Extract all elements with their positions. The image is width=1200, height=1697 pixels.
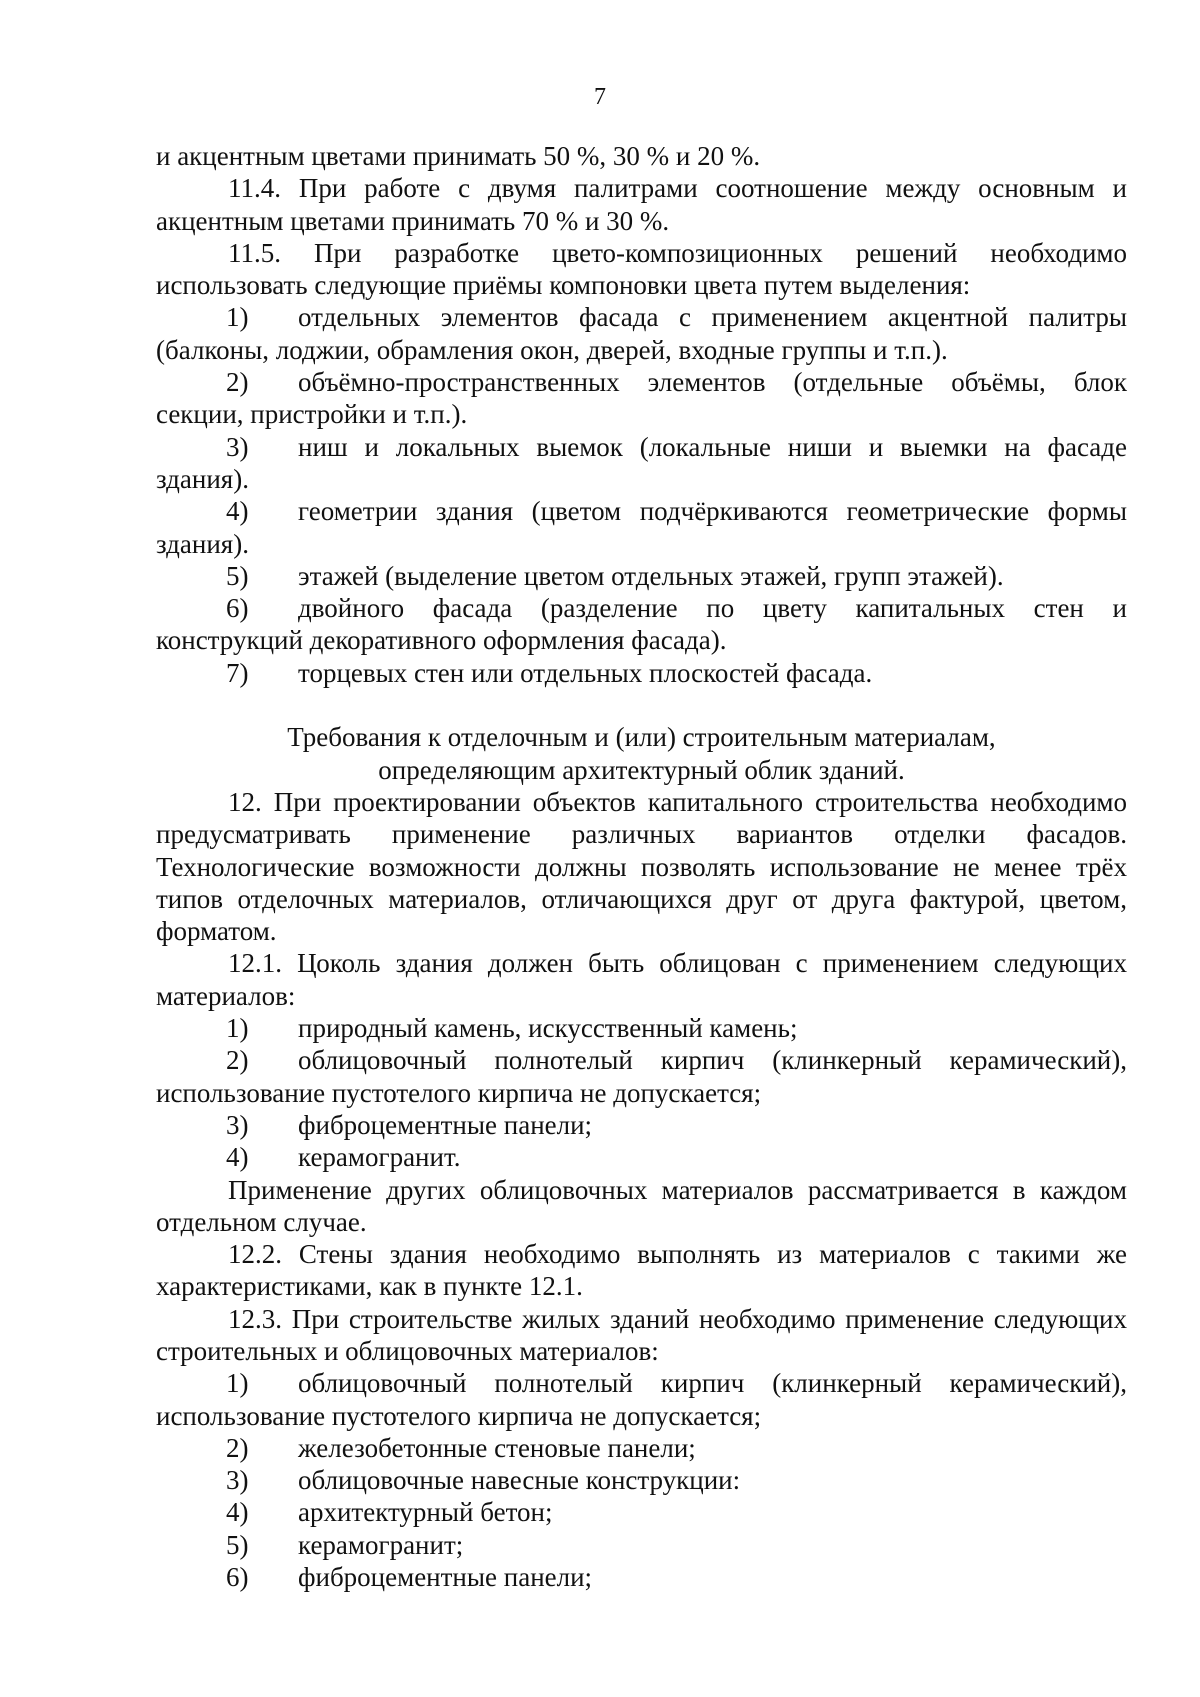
list-item [156, 560, 1127, 592]
list-item [156, 1496, 1127, 1528]
list-item-text: облицовочный полнотелый кирпич (клинкерный керамический), использование пустотелого кирпича не допускается; [156, 1045, 1127, 1108]
list-item-text: геометрии здания (цветом подчёркиваются геометрические формы здания). [156, 496, 1127, 559]
list-item-number: 5) [226, 560, 249, 591]
list-item-text: природный камень, искусственный камень; [298, 1013, 798, 1044]
paragraph-11-5: 11.5. При разработке цвето-композиционных решений необходимо использовать следующие приёмы компоновки цвета путем выделения: [156, 237, 1127, 301]
paragraph-12: 12. При проектировании объектов капитального строительства необходимо предусматривать применение различных вариантов отделки фасадов. Технологические возможности должны позволять использование не менее трёх типов отделочных материалов, отличающихся друг от друга фактурой, цветом, форматом. [156, 786, 1127, 947]
list-item [156, 431, 1127, 496]
list-item-text: отдельных элементов фасада с применением акцентной палитры (балконы, лоджии, обрамления окон, дверей, входные группы и т.п.). [156, 302, 1127, 365]
list-item-text: этажей (выделение цветом отдельных этажей, групп этажей). [298, 560, 1004, 591]
list-item [156, 1044, 1127, 1109]
list-item-number: 3) [226, 1109, 249, 1140]
list-item [156, 1012, 1127, 1044]
list-item-text: керамогранит. [298, 1142, 461, 1173]
paragraph-other-materials: Применение других облицовочных материалов рассматривается в каждом отдельном случае. [156, 1174, 1127, 1237]
list-item-number: 4) [226, 496, 249, 527]
list-item-number: 5) [226, 1529, 249, 1560]
paragraph-12-3: 12.3. При строительстве жилых зданий необходимо применение следующих строительных и облицовочных материалов: [156, 1303, 1127, 1366]
page-number: 7 [594, 84, 606, 110]
list-item-number: 1) [226, 1368, 249, 1399]
list-item-number: 4) [226, 1142, 249, 1173]
paragraph-12-1: 12.1. Цоколь здания должен быть облицован с применением следующих материалов: [156, 948, 1127, 1011]
list-item [156, 1561, 1127, 1593]
list-item [156, 495, 1127, 560]
list-item-number: 6) [226, 1562, 249, 1593]
list-item-number: 1) [226, 302, 249, 333]
page-content [156, 140, 1127, 1593]
list-item [156, 1109, 1127, 1141]
list-item-text: торцевых стен или отдельных плоскостей фасада. [298, 657, 873, 688]
list-item-number: 6) [226, 593, 249, 624]
list-item-text: архитектурный бетон; [298, 1497, 553, 1528]
list-item-text: объёмно-пространственных элементов (отдельные объёмы, блок секции, пристройки и т.п.). [156, 367, 1127, 430]
list-item [156, 1529, 1127, 1561]
list-item [156, 1367, 1127, 1432]
list-item-text: облицовочные навесные конструкции: [298, 1465, 741, 1496]
list-item-number: 7) [226, 657, 249, 688]
section-heading-line-2: определяющим архитектурный облик зданий. [378, 754, 905, 785]
list-item-number: 4) [226, 1497, 249, 1528]
list-item-text: двойного фасада (разделение по цвету капитальных стен и конструкций декоративного оформления фасада). [156, 593, 1127, 656]
list-item [156, 301, 1127, 366]
list-item-number: 3) [226, 1465, 249, 1496]
list-item [156, 1141, 1127, 1173]
list-item-number: 1) [226, 1013, 249, 1044]
list-item-text: облицовочный полнотелый кирпич (клинкерный керамический), использование пустотелого кирпича не допускается; [156, 1368, 1127, 1431]
list-item-number: 2) [226, 1045, 249, 1076]
list-item-text: ниш и локальных выемок (локальные ниши и выемки на фасаде здания). [156, 431, 1127, 494]
list-item-text: фиброцементные панели; [298, 1109, 593, 1140]
list-item [156, 366, 1127, 431]
list-item [156, 1432, 1127, 1464]
section-heading-line-1: Требования к отделочным и (или) строительным материалам, [287, 722, 996, 753]
list-item-number: 3) [226, 431, 249, 462]
list-item [156, 657, 1127, 689]
list-item [156, 592, 1127, 657]
paragraph-12-2: 12.2. Стены здания необходимо выполнять из материалов с такими же характеристиками, как в пункте 12.1. [156, 1239, 1127, 1302]
paragraph-11-4: 11.4. При работе с двумя палитрами соотношение между основным и акцентным цветами принимать 70 % и 30 %. [156, 173, 1127, 236]
list-item [156, 1464, 1127, 1496]
list-item-number: 2) [226, 367, 249, 398]
paragraph-continuation: и акцентным цветами принимать 50 %, 30 % и 20 %. [156, 141, 761, 171]
list-item-text: керамогранит; [298, 1529, 464, 1560]
list-item-text: фиброцементные панели; [298, 1562, 593, 1593]
list-item-text: железобетонные стеновые панели; [298, 1432, 696, 1463]
spacer [156, 689, 1127, 721]
list-item-number: 2) [226, 1432, 249, 1463]
